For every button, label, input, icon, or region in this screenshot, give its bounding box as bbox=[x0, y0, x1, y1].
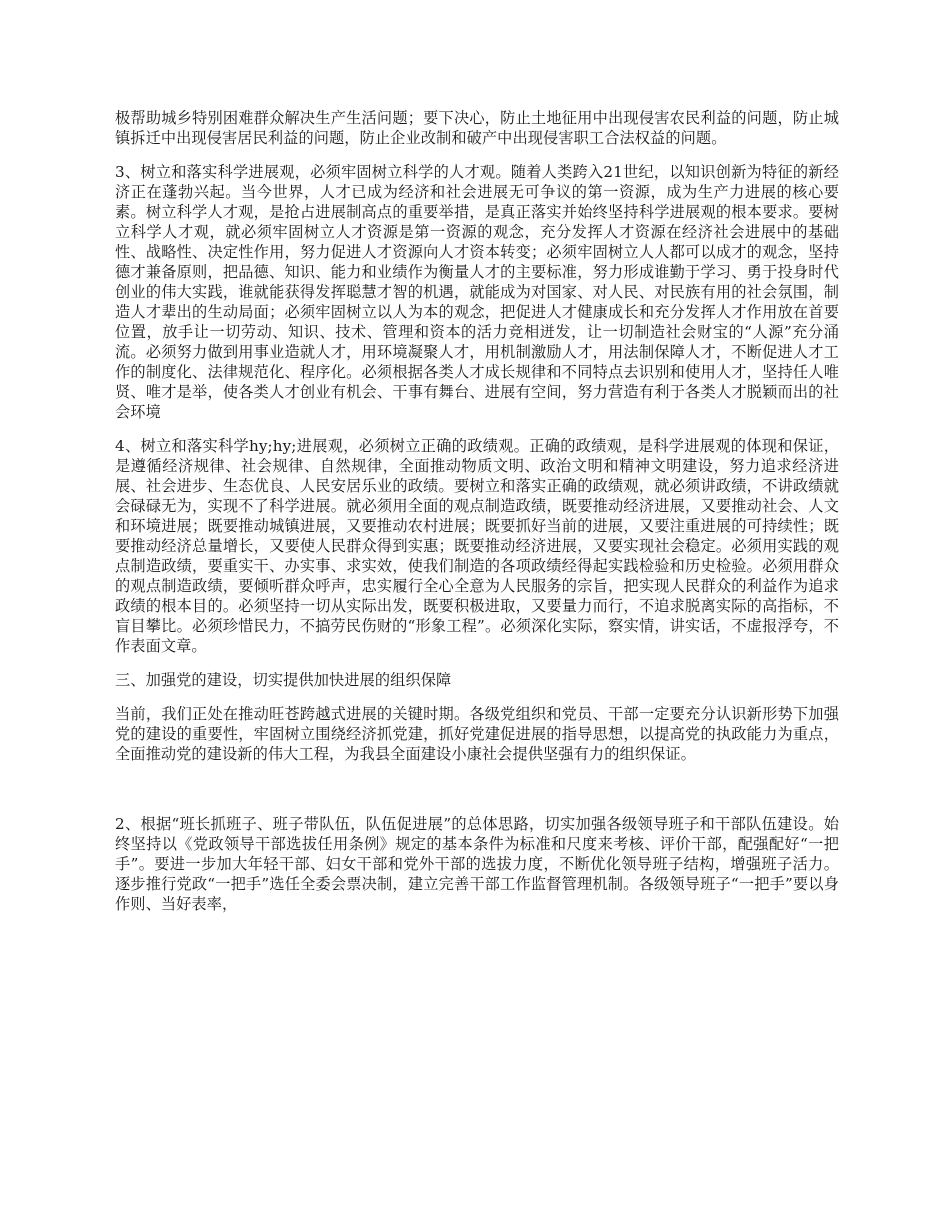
document-body bbox=[115, 108, 839, 928]
paragraph-point-4: 4、树立和落实科学hy;hy;进展观，必须树立正确的政绩观。正确的政绩观，是科学进展观的体现和保证，是遵循经济规律、社会规律、自然规律，全面推动物质文明、政治文明和精神文明建设，努力追求经济进展、社会进步、生态优良、人民安居乐业的政绩。要树立和落实正确的政绩观，就必须讲政绩，不讲政绩就会碌碌无为，实现不了科学进展。就必须用全面的观点制造政绩，既要推动经济进展，又要推动社会、人文和环境进展；既要推动城镇进展，又要推动农村进展；既要抓好当前的进展，又要注重进展的可持续性；既要推动经济总量增长，又要使人民群众得到实惠；既要推动经济进展，又要实现社会稳定。必须用实践的观点制造政绩，要重实干、办实事、求实效，使我们制造的各项政绩经得起实践检验和历史检验。必须用群众的观点制造政绩，要倾听群众呼声，忠实履行全心全意为人民服务的宗旨，把实现人民群众的利益作为追求政绩的根本目的。必须坚持一切从实际出发，既要积极进取，又要量力而行，不追求脱离实际的高指标，不盲目攀比。必须珍惜民力，不搞劳民伤财的“形象工程”。必须深化实际，察实情，讲实话，不虚报浮夸，不作表面文章。 bbox=[115, 437, 839, 655]
paragraph-point-2: 2、根据“班长抓班子、班子带队伍，队伍促进展”的总体思路，切实加强各级领导班子和干部队伍建设。始终坚持以《党政领导干部选拔任用条例》规定的基本条件为标准和尺度来考核、评价干部，配强配好“一把手”。要进一步加大年轻干部、妇女干部和党外干部的选拔力度，不断优化领导班子结构，增强班子活力。逐步推行党政“一把手”选任全委会票决制，建立完善干部工作监督管理机制。各级领导班子“一把手”要以身作则、当好表率， bbox=[115, 815, 839, 913]
paragraph-intro: 当前，我们正处在推动旺苍跨越式进展的关键时期。各级党组织和党员、干部一定要充分认识新形势下加强党的建设的重要性，牢固树立围绕经济抓党建，抓好党建促进展的指导思想，以提高党的执政能力为重点，全面推动党的建设新的伟大工程，为我县全面建设小康社会提供坚强有力的组织保证。 bbox=[115, 705, 839, 763]
paragraph-continuation: 极帮助城乡特别困难群众解决生产生活问题；要下决心，防止土地征用中出现侵害农民利益的问题，防止城镇拆迁中出现侵害居民利益的问题，防止企业改制和破产中出现侵害职工合法权益的问题。 bbox=[115, 109, 839, 147]
section-heading-3: 三、加强党的建设，切实提供加快进展的组织保障 bbox=[115, 671, 452, 689]
paragraph-point-3: 3、树立和落实科学进展观，必须牢固树立科学的人才观。随着人类跨入21世纪，以知识创新为特征的新经济正在蓬勃兴起。当今世界，人才已成为经济和社会进展无可争议的第一资源，成为生产力进展的核心要素。树立科学人才观，是抢占进展制高点的重要举措，是真正落实并始终坚持科学进展观的根本要求。要树立科学人才观，就必须牢固树立人才资源是第一资源的观念，充分发挥人才资源在经济社会进展中的基础性、战略性、决定性作用，努力促进人才资源向人才资本转变；必须牢固树立人人都可以成才的观念，坚持德才兼备原则，把品德、知识、能力和业绩作为衡量人才的主要标准，努力形成谁勤于学习、勇于投身时代创业的伟大实践，谁就能获得发挥聪慧才智的机遇，就能成为对国家、对人民、对民族有用的社会氛围，制造人才辈出的生动局面；必须牢固树立以人为本的观念，把促进人才健康成长和充分发挥人才作用放在首要位置，放手让一切劳动、知识、技术、管理和资本的活力竞相迸发，让一切制造社会财宝的“人源”充分涌流。必须努力做到用事业造就人才，用环境凝聚人才，用机制激励人才，用法制保障人才，不断促进人才工作的制度化、法律规范化、程序化。必须根据各类人才成长规律和不同特点去识别和使用人才，坚持任人唯贤、唯才是举，使各类人才创业有机会、干事有舞台、进展有空间，努力营造有利于各类人才脱颖而出的社会环境 bbox=[115, 163, 839, 421]
